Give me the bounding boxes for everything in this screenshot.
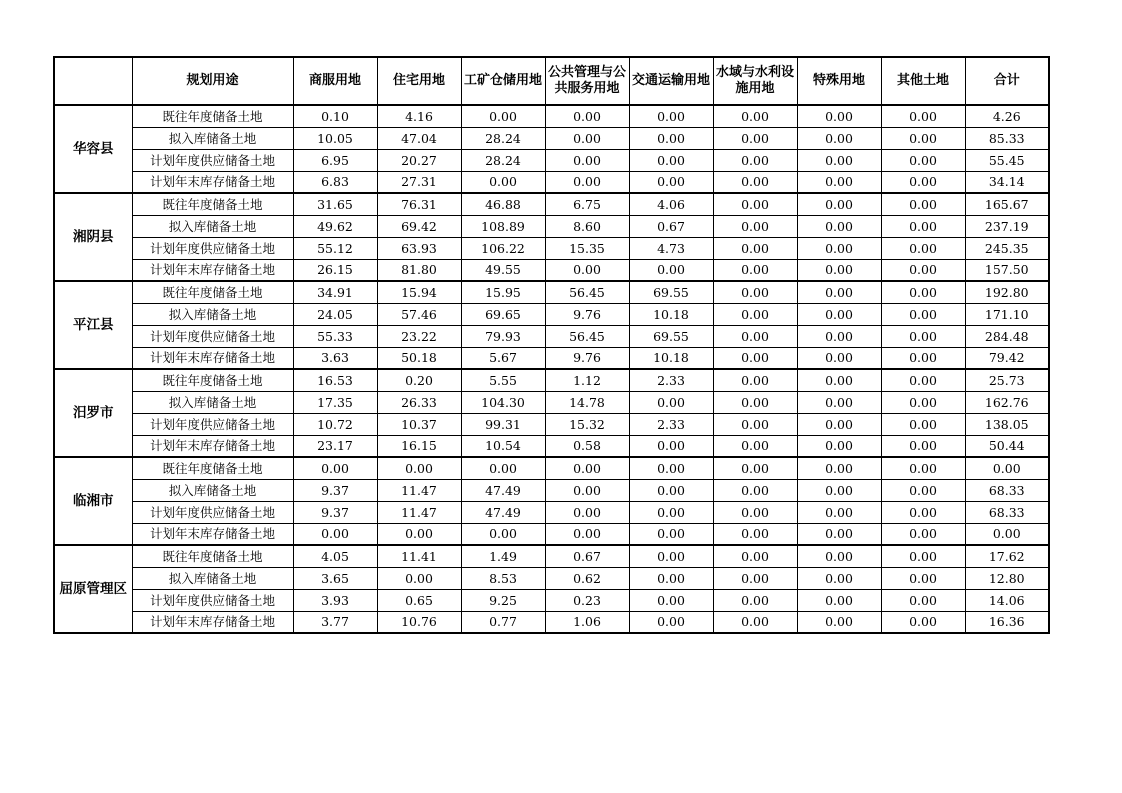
value-cell: 0.00	[629, 523, 713, 545]
value-cell: 47.49	[461, 479, 545, 501]
value-cell: 0.00	[881, 149, 965, 171]
land-category-cell: 计划年度供应储备土地	[132, 237, 293, 259]
value-cell: 3.93	[293, 589, 377, 611]
land-category-cell: 既往年度储备土地	[132, 457, 293, 479]
value-cell: 10.05	[293, 127, 377, 149]
value-cell: 0.00	[629, 259, 713, 281]
value-cell: 9.25	[461, 589, 545, 611]
value-cell: 76.31	[377, 193, 461, 215]
region-name-cell: 汨罗市	[54, 369, 132, 457]
total-value-cell: 0.00	[965, 523, 1049, 545]
value-cell: 0.00	[881, 523, 965, 545]
value-cell: 0.00	[713, 369, 797, 391]
value-cell: 0.00	[461, 523, 545, 545]
value-cell: 46.88	[461, 193, 545, 215]
land-category-cell: 计划年末库存储备土地	[132, 523, 293, 545]
value-cell: 3.77	[293, 611, 377, 633]
table-row	[54, 303, 1049, 325]
land-category-cell: 计划年末库存储备土地	[132, 347, 293, 369]
value-cell: 2.33	[629, 413, 713, 435]
value-cell: 0.00	[713, 391, 797, 413]
value-cell: 20.27	[377, 149, 461, 171]
table-row	[54, 369, 1049, 391]
value-cell: 0.00	[881, 259, 965, 281]
value-cell: 0.00	[713, 413, 797, 435]
header-total: 合计	[965, 57, 1049, 105]
total-value-cell: 237.19	[965, 215, 1049, 237]
land-category-cell: 拟入库储备土地	[132, 215, 293, 237]
value-cell: 79.93	[461, 325, 545, 347]
header-industrial: 工矿仓储用地	[461, 57, 545, 105]
value-cell: 0.00	[713, 325, 797, 347]
table-row	[54, 127, 1049, 149]
land-category-cell: 计划年末库存储备土地	[132, 171, 293, 193]
value-cell: 47.04	[377, 127, 461, 149]
value-cell: 9.76	[545, 303, 629, 325]
value-cell: 104.30	[461, 391, 545, 413]
land-category-cell: 计划年末库存储备土地	[132, 611, 293, 633]
total-value-cell: 245.35	[965, 237, 1049, 259]
land-category-cell: 计划年度供应储备土地	[132, 149, 293, 171]
value-cell: 0.20	[377, 369, 461, 391]
header-residential: 住宅用地	[377, 57, 461, 105]
value-cell: 0.00	[629, 589, 713, 611]
value-cell: 0.00	[713, 589, 797, 611]
value-cell: 4.05	[293, 545, 377, 567]
region-name-cell: 湘阴县	[54, 193, 132, 281]
value-cell: 0.00	[545, 457, 629, 479]
value-cell: 0.00	[797, 479, 881, 501]
value-cell: 0.00	[545, 259, 629, 281]
table-row	[54, 479, 1049, 501]
table-row	[54, 391, 1049, 413]
value-cell: 0.00	[797, 435, 881, 457]
value-cell: 1.06	[545, 611, 629, 633]
value-cell: 0.65	[377, 589, 461, 611]
total-value-cell: 68.33	[965, 479, 1049, 501]
value-cell: 15.35	[545, 237, 629, 259]
value-cell: 24.05	[293, 303, 377, 325]
value-cell: 0.00	[797, 325, 881, 347]
value-cell: 0.58	[545, 435, 629, 457]
value-cell: 47.49	[461, 501, 545, 523]
total-value-cell: 14.06	[965, 589, 1049, 611]
table-row	[54, 611, 1049, 633]
value-cell: 0.00	[881, 303, 965, 325]
table-row	[54, 523, 1049, 545]
land-category-cell: 既往年度储备土地	[132, 105, 293, 127]
total-value-cell: 17.62	[965, 545, 1049, 567]
value-cell: 0.00	[545, 171, 629, 193]
value-cell: 0.00	[797, 567, 881, 589]
value-cell: 49.62	[293, 215, 377, 237]
value-cell: 0.00	[797, 545, 881, 567]
value-cell: 10.18	[629, 347, 713, 369]
land-category-cell: 计划年末库存储备土地	[132, 435, 293, 457]
table-row	[54, 259, 1049, 281]
value-cell: 0.00	[797, 105, 881, 127]
total-value-cell: 192.80	[965, 281, 1049, 303]
value-cell: 9.76	[545, 347, 629, 369]
value-cell: 56.45	[545, 325, 629, 347]
value-cell: 0.00	[713, 347, 797, 369]
value-cell: 69.42	[377, 215, 461, 237]
value-cell: 0.00	[881, 545, 965, 567]
value-cell: 31.65	[293, 193, 377, 215]
header-transport: 交通运输用地	[629, 57, 713, 105]
value-cell: 0.00	[797, 523, 881, 545]
value-cell: 0.00	[713, 149, 797, 171]
value-cell: 0.00	[713, 479, 797, 501]
value-cell: 26.15	[293, 259, 377, 281]
value-cell: 0.00	[629, 391, 713, 413]
value-cell: 0.00	[797, 391, 881, 413]
value-cell: 0.00	[713, 105, 797, 127]
value-cell: 0.00	[881, 391, 965, 413]
total-value-cell: 55.45	[965, 149, 1049, 171]
value-cell: 0.00	[713, 545, 797, 567]
table-row	[54, 567, 1049, 589]
value-cell: 0.00	[881, 215, 965, 237]
value-cell: 0.00	[629, 435, 713, 457]
value-cell: 0.00	[797, 303, 881, 325]
value-cell: 0.00	[797, 171, 881, 193]
value-cell: 0.00	[881, 435, 965, 457]
value-cell: 0.00	[629, 457, 713, 479]
value-cell: 57.46	[377, 303, 461, 325]
total-value-cell: 284.48	[965, 325, 1049, 347]
land-reserve-table	[53, 56, 1050, 634]
value-cell: 0.00	[797, 193, 881, 215]
value-cell: 0.00	[797, 149, 881, 171]
value-cell: 0.00	[797, 589, 881, 611]
value-cell: 6.83	[293, 171, 377, 193]
value-cell: 81.80	[377, 259, 461, 281]
value-cell: 106.22	[461, 237, 545, 259]
value-cell: 0.00	[881, 457, 965, 479]
value-cell: 0.00	[797, 369, 881, 391]
value-cell: 0.00	[713, 193, 797, 215]
value-cell: 0.00	[881, 369, 965, 391]
land-category-cell: 拟入库储备土地	[132, 391, 293, 413]
land-category-cell: 计划年度供应储备土地	[132, 501, 293, 523]
land-category-cell: 计划年度供应储备土地	[132, 589, 293, 611]
value-cell: 28.24	[461, 149, 545, 171]
value-cell: 23.22	[377, 325, 461, 347]
value-cell: 0.00	[881, 611, 965, 633]
total-value-cell: 16.36	[965, 611, 1049, 633]
table-row	[54, 545, 1049, 567]
value-cell: 0.62	[545, 567, 629, 589]
value-cell: 0.00	[293, 457, 377, 479]
value-cell: 6.95	[293, 149, 377, 171]
value-cell: 0.00	[629, 501, 713, 523]
land-category-cell: 计划年度供应储备土地	[132, 413, 293, 435]
value-cell: 0.00	[713, 237, 797, 259]
value-cell: 27.31	[377, 171, 461, 193]
value-cell: 14.78	[545, 391, 629, 413]
table-row	[54, 435, 1049, 457]
region-name-cell: 华容县	[54, 105, 132, 193]
value-cell: 0.00	[797, 501, 881, 523]
value-cell: 0.00	[797, 347, 881, 369]
value-cell: 0.00	[881, 193, 965, 215]
value-cell: 0.00	[545, 523, 629, 545]
header-row	[54, 57, 1049, 105]
value-cell: 0.00	[881, 501, 965, 523]
value-cell: 0.00	[797, 611, 881, 633]
total-value-cell: 34.14	[965, 171, 1049, 193]
value-cell: 0.00	[881, 347, 965, 369]
table-row	[54, 171, 1049, 193]
table-row	[54, 347, 1049, 369]
table-row	[54, 193, 1049, 215]
table-row	[54, 237, 1049, 259]
value-cell: 11.47	[377, 479, 461, 501]
value-cell: 10.18	[629, 303, 713, 325]
value-cell: 0.00	[713, 281, 797, 303]
value-cell: 9.37	[293, 501, 377, 523]
value-cell: 0.00	[293, 523, 377, 545]
land-category-cell: 计划年末库存储备土地	[132, 259, 293, 281]
value-cell: 0.00	[629, 479, 713, 501]
value-cell: 0.00	[629, 611, 713, 633]
value-cell: 0.00	[797, 457, 881, 479]
total-value-cell: 4.26	[965, 105, 1049, 127]
value-cell: 0.00	[881, 325, 965, 347]
land-category-cell: 计划年度供应储备土地	[132, 325, 293, 347]
header-planned-use: 规划用途	[132, 57, 293, 105]
total-value-cell: 138.05	[965, 413, 1049, 435]
value-cell: 0.00	[881, 479, 965, 501]
value-cell: 15.94	[377, 281, 461, 303]
value-cell: 0.00	[545, 501, 629, 523]
header-water: 水域与水利设施用地	[713, 57, 797, 105]
value-cell: 0.00	[713, 435, 797, 457]
value-cell: 10.37	[377, 413, 461, 435]
total-value-cell: 50.44	[965, 435, 1049, 457]
value-cell: 3.63	[293, 347, 377, 369]
table-body	[54, 105, 1049, 633]
value-cell: 10.54	[461, 435, 545, 457]
table-row	[54, 215, 1049, 237]
value-cell: 0.00	[881, 105, 965, 127]
value-cell: 0.00	[545, 479, 629, 501]
total-value-cell: 79.42	[965, 347, 1049, 369]
value-cell: 8.60	[545, 215, 629, 237]
value-cell: 9.37	[293, 479, 377, 501]
value-cell: 0.00	[713, 215, 797, 237]
value-cell: 0.00	[545, 149, 629, 171]
total-value-cell: 162.76	[965, 391, 1049, 413]
value-cell: 108.89	[461, 215, 545, 237]
land-category-cell: 既往年度储备土地	[132, 281, 293, 303]
value-cell: 0.00	[713, 611, 797, 633]
value-cell: 11.41	[377, 545, 461, 567]
value-cell: 0.00	[797, 127, 881, 149]
value-cell: 99.31	[461, 413, 545, 435]
value-cell: 69.55	[629, 281, 713, 303]
table-row	[54, 457, 1049, 479]
region-name-cell: 平江县	[54, 281, 132, 369]
table-row	[54, 149, 1049, 171]
value-cell: 10.72	[293, 413, 377, 435]
value-cell: 55.33	[293, 325, 377, 347]
value-cell: 28.24	[461, 127, 545, 149]
value-cell: 0.00	[881, 171, 965, 193]
value-cell: 0.00	[545, 127, 629, 149]
value-cell: 0.00	[713, 523, 797, 545]
value-cell: 0.00	[881, 237, 965, 259]
land-category-cell: 既往年度储备土地	[132, 193, 293, 215]
value-cell: 0.00	[881, 127, 965, 149]
value-cell: 0.00	[377, 523, 461, 545]
value-cell: 15.95	[461, 281, 545, 303]
value-cell: 0.00	[797, 281, 881, 303]
value-cell: 0.00	[713, 303, 797, 325]
value-cell: 2.33	[629, 369, 713, 391]
value-cell: 4.06	[629, 193, 713, 215]
value-cell: 1.49	[461, 545, 545, 567]
value-cell: 16.53	[293, 369, 377, 391]
land-category-cell: 拟入库储备土地	[132, 303, 293, 325]
value-cell: 15.32	[545, 413, 629, 435]
value-cell: 26.33	[377, 391, 461, 413]
value-cell: 10.76	[377, 611, 461, 633]
value-cell: 4.73	[629, 237, 713, 259]
value-cell: 5.67	[461, 347, 545, 369]
header-other: 其他土地	[881, 57, 965, 105]
value-cell: 0.00	[629, 545, 713, 567]
value-cell: 55.12	[293, 237, 377, 259]
value-cell: 50.18	[377, 347, 461, 369]
land-category-cell: 拟入库储备土地	[132, 567, 293, 589]
value-cell: 0.67	[545, 545, 629, 567]
value-cell: 0.00	[461, 457, 545, 479]
header-special: 特殊用地	[797, 57, 881, 105]
total-value-cell: 171.10	[965, 303, 1049, 325]
value-cell: 0.00	[713, 171, 797, 193]
region-name-cell: 屈原管理区	[54, 545, 132, 633]
value-cell: 0.00	[797, 237, 881, 259]
value-cell: 49.55	[461, 259, 545, 281]
value-cell: 16.15	[377, 435, 461, 457]
value-cell: 0.00	[881, 281, 965, 303]
table-row	[54, 413, 1049, 435]
total-value-cell: 85.33	[965, 127, 1049, 149]
total-value-cell: 68.33	[965, 501, 1049, 523]
value-cell: 0.67	[629, 215, 713, 237]
land-category-cell: 拟入库储备土地	[132, 479, 293, 501]
value-cell: 5.55	[461, 369, 545, 391]
value-cell: 0.00	[461, 105, 545, 127]
value-cell: 0.00	[629, 567, 713, 589]
table-row	[54, 281, 1049, 303]
value-cell: 1.12	[545, 369, 629, 391]
value-cell: 0.00	[881, 567, 965, 589]
value-cell: 4.16	[377, 105, 461, 127]
land-category-cell: 拟入库储备土地	[132, 127, 293, 149]
value-cell: 56.45	[545, 281, 629, 303]
value-cell: 0.00	[461, 171, 545, 193]
value-cell: 8.53	[461, 567, 545, 589]
value-cell: 0.00	[713, 501, 797, 523]
table-row	[54, 325, 1049, 347]
total-value-cell: 165.67	[965, 193, 1049, 215]
table-row	[54, 105, 1049, 127]
total-value-cell: 25.73	[965, 369, 1049, 391]
value-cell: 0.00	[713, 259, 797, 281]
value-cell: 17.35	[293, 391, 377, 413]
table-row	[54, 589, 1049, 611]
value-cell: 0.00	[377, 567, 461, 589]
value-cell: 0.00	[545, 105, 629, 127]
value-cell: 23.17	[293, 435, 377, 457]
total-value-cell: 0.00	[965, 457, 1049, 479]
value-cell: 63.93	[377, 237, 461, 259]
value-cell: 0.10	[293, 105, 377, 127]
value-cell: 69.55	[629, 325, 713, 347]
value-cell: 0.77	[461, 611, 545, 633]
land-category-cell: 既往年度储备土地	[132, 545, 293, 567]
header-commercial: 商服用地	[293, 57, 377, 105]
value-cell: 6.75	[545, 193, 629, 215]
total-value-cell: 157.50	[965, 259, 1049, 281]
value-cell: 34.91	[293, 281, 377, 303]
value-cell: 11.47	[377, 501, 461, 523]
value-cell: 0.00	[629, 149, 713, 171]
value-cell: 3.65	[293, 567, 377, 589]
value-cell: 69.65	[461, 303, 545, 325]
value-cell: 0.00	[881, 589, 965, 611]
value-cell: 0.00	[629, 171, 713, 193]
region-name-cell: 临湘市	[54, 457, 132, 545]
header-public-service: 公共管理与公共服务用地	[545, 57, 629, 105]
land-category-cell: 既往年度储备土地	[132, 369, 293, 391]
total-value-cell: 12.80	[965, 567, 1049, 589]
value-cell: 0.00	[797, 215, 881, 237]
value-cell: 0.00	[713, 567, 797, 589]
table-row	[54, 501, 1049, 523]
value-cell: 0.00	[713, 127, 797, 149]
value-cell: 0.00	[797, 259, 881, 281]
value-cell: 0.00	[629, 127, 713, 149]
value-cell: 0.00	[377, 457, 461, 479]
value-cell: 0.00	[797, 413, 881, 435]
value-cell: 0.00	[629, 105, 713, 127]
value-cell: 0.00	[881, 413, 965, 435]
header-corner-cell	[54, 57, 132, 105]
value-cell: 0.00	[713, 457, 797, 479]
value-cell: 0.23	[545, 589, 629, 611]
